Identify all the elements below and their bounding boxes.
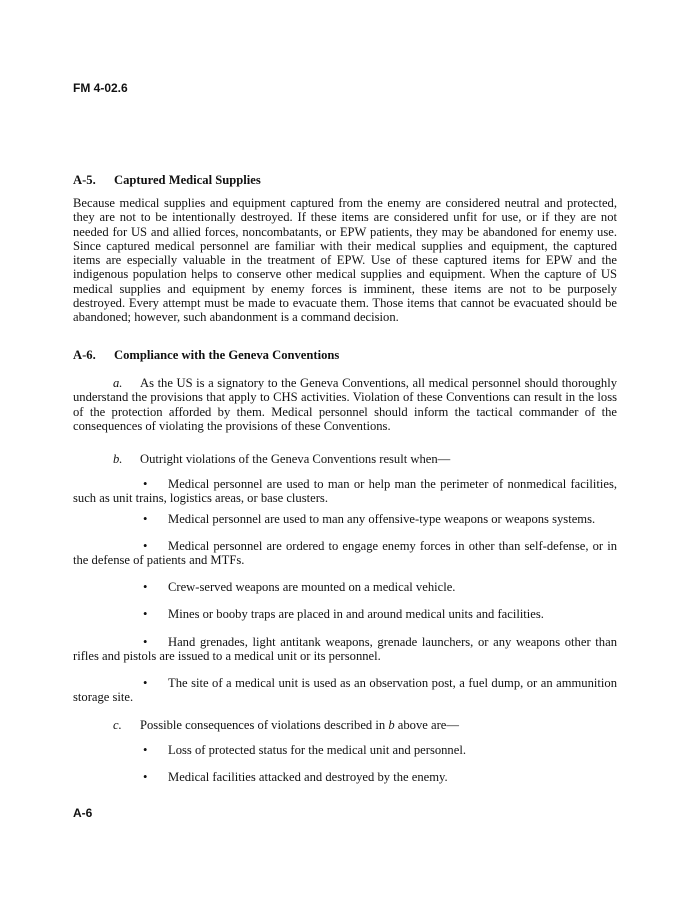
subparagraph-text: Possible consequences of violations described in [140, 718, 389, 732]
subparagraph-b [73, 452, 617, 466]
document-header: FM 4-02.6 [73, 81, 128, 95]
bullet-icon: • [143, 770, 148, 784]
subparagraph-text: above are— [394, 718, 459, 732]
bullet-icon: • [143, 607, 148, 621]
bullet-icon: • [143, 635, 148, 649]
section-title: Captured Medical Supplies [114, 173, 261, 187]
list-item [73, 770, 617, 784]
list-item [73, 477, 617, 506]
list-item-text: Crew-served weapons are mounted on a medical vehicle. [168, 580, 456, 594]
page-number: A-6 [73, 806, 93, 820]
list-item [73, 580, 617, 594]
subparagraph-text: As the US is a signatory to the Geneva Conventions, all medical personnel should thoroughly understand the provisions that apply to CHS activities. Violation of these Conventions can result in the loss of the protection afforded by them. Medical personnel should inform the tactical commander of the consequences of violating the provisions of these Conventions. [73, 376, 617, 433]
subparagraph-reference: b [388, 718, 395, 732]
bullet-icon: • [143, 512, 148, 526]
section-heading-a6 [73, 348, 617, 362]
subparagraph-a [73, 376, 617, 433]
section-heading-a5 [73, 173, 617, 187]
section-number: A-6. [73, 348, 96, 362]
list-item-text: Hand grenades, light antitank weapons, grenade launchers, or any weapons other than rifles and pistols are issued to a medical unit or its personnel. [73, 635, 617, 664]
list-item-text: Medical facilities attacked and destroyed by the enemy. [168, 770, 448, 784]
bullet-icon: • [143, 676, 148, 690]
subparagraph-text: Outright violations of the Geneva Conventions result when— [140, 452, 451, 466]
list-item [73, 512, 617, 526]
list-item-text: Loss of protected status for the medical unit and personnel. [168, 743, 466, 757]
list-item [73, 635, 617, 664]
section-number: A-5. [73, 173, 96, 187]
subparagraph-label: c. [113, 718, 122, 732]
list-item-text: The site of a medical unit is used as an observation post, a fuel dump, or an ammunition storage site. [73, 676, 617, 705]
list-item-text: Medical personnel are used to man any offensive-type weapons or weapons systems. [168, 512, 596, 526]
bullet-icon: • [143, 477, 148, 491]
list-item [73, 743, 617, 757]
section-title: Compliance with the Geneva Conventions [114, 348, 340, 362]
list-item [73, 539, 617, 568]
subparagraph-label: b. [113, 452, 123, 466]
list-item [73, 676, 617, 705]
list-item-text: Medical personnel are ordered to engage enemy forces in other than self-defense, or in the defense of patients and MTFs. [73, 539, 617, 568]
subparagraph-label: a. [113, 376, 123, 390]
bullet-icon: • [143, 580, 148, 594]
list-item-text: Mines or booby traps are placed in and around medical units and facilities. [168, 607, 544, 621]
list-item-text: Medical personnel are used to man or help man the perimeter of nonmedical facilities, such as unit trains, logistics areas, or base clusters. [73, 477, 617, 506]
list-item [73, 607, 617, 621]
subparagraph-c [73, 718, 617, 732]
bullet-icon: • [143, 743, 148, 757]
paragraph: Because medical supplies and equipment captured from the enemy are considered neutral and protected, they are not to be intentionally destroyed. If these items are considered unfit for use, or if they are not needed for US and allied forces, noncombatants, or EPW patients, they may be abandoned for enemy use. Since captured medical personnel are familiar with their medical supplies and equipment, the captured items are especially valuable in the treatment of EPW. Use of these captured items for EPW and the indigenous population helps to conserve other medical supplies and equipment. When the capture of US medical supplies and equipment by enemy forces is imminent, these items are not to be purposely destroyed. Every attempt must be made to evacuate them. Those items that cannot be evacuated should be abandoned; however, such abandonment is a command decision. [73, 196, 617, 325]
bullet-icon: • [143, 539, 148, 553]
